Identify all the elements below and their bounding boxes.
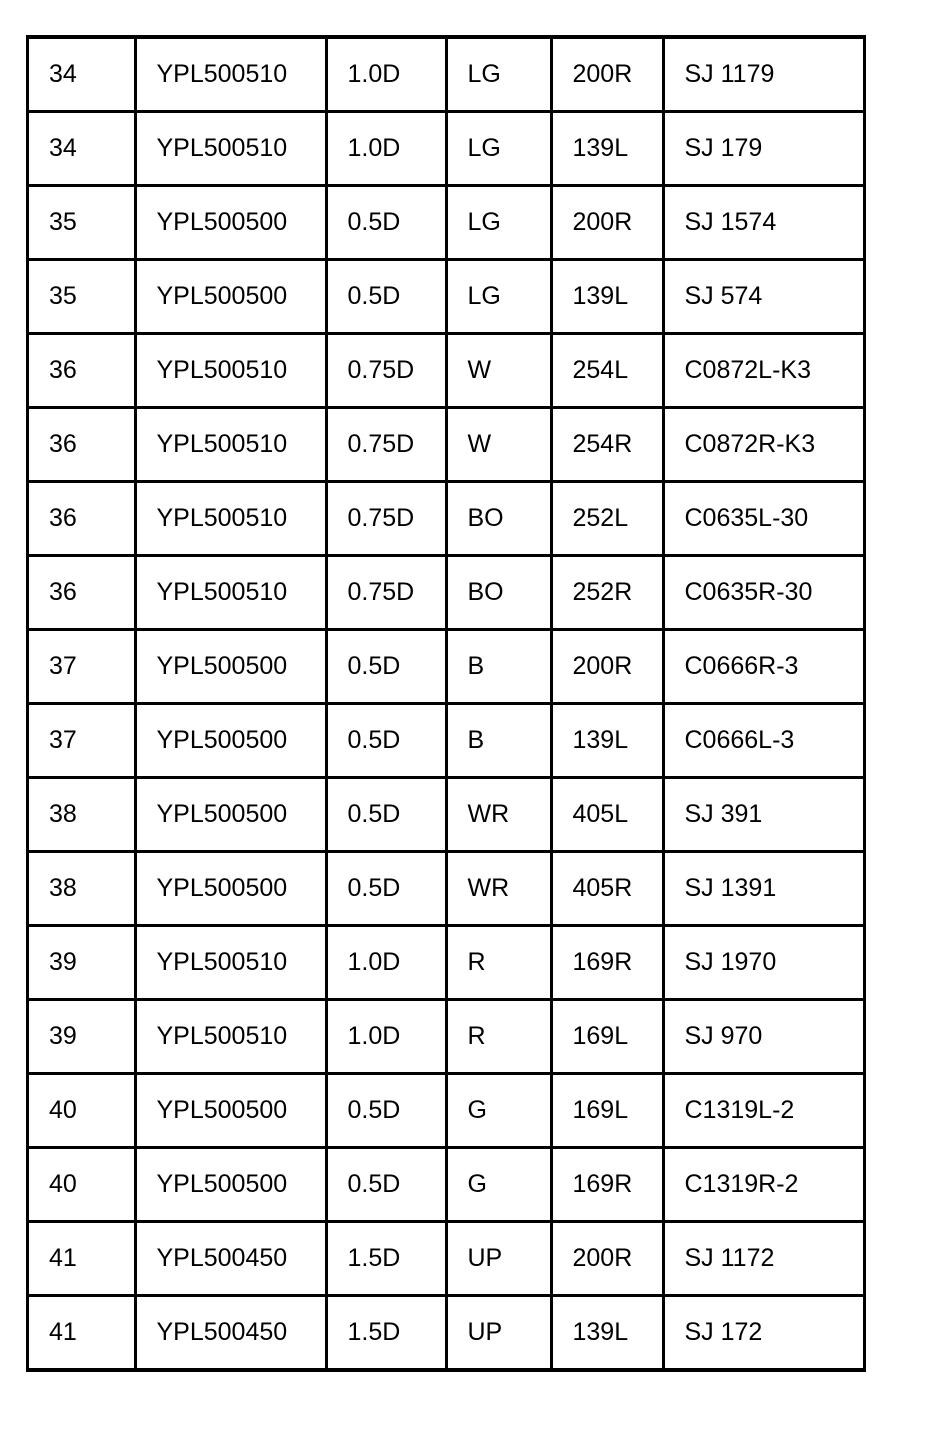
item-number-cell: 36 (29, 334, 135, 408)
item-number-cell: 39 (29, 926, 135, 1000)
diopter-cell: 0.5D (326, 1074, 446, 1148)
color-code-cell: BO (446, 556, 551, 630)
size-side-cell: 200R (551, 37, 663, 112)
reference-code-cell: C0635L-30 (663, 482, 863, 556)
item-number-cell: 37 (29, 630, 135, 704)
part-number-cell: YPL500510 (135, 334, 326, 408)
reference-code-cell: C0872R-K3 (663, 408, 863, 482)
table-row (29, 1074, 863, 1148)
table-body (29, 37, 863, 1370)
diopter-cell: 0.5D (326, 704, 446, 778)
reference-code-cell: C0666R-3 (663, 630, 863, 704)
item-number-cell: 39 (29, 1000, 135, 1074)
reference-code-cell: SJ 970 (663, 1000, 863, 1074)
color-code-cell: LG (446, 112, 551, 186)
item-number-cell: 40 (29, 1148, 135, 1222)
diopter-cell: 1.0D (326, 1000, 446, 1074)
table-row (29, 852, 863, 926)
size-side-cell: 200R (551, 630, 663, 704)
color-code-cell: WR (446, 778, 551, 852)
table-row (29, 37, 863, 112)
reference-code-cell: SJ 391 (663, 778, 863, 852)
size-side-cell: 200R (551, 186, 663, 260)
color-code-cell: B (446, 630, 551, 704)
part-number-cell: YPL500500 (135, 704, 326, 778)
table-row (29, 112, 863, 186)
diopter-cell: 0.75D (326, 408, 446, 482)
table-row (29, 334, 863, 408)
item-number-cell: 41 (29, 1296, 135, 1371)
table-row (29, 1222, 863, 1296)
item-number-cell: 35 (29, 260, 135, 334)
diopter-cell: 1.0D (326, 926, 446, 1000)
reference-code-cell: C1319L-2 (663, 1074, 863, 1148)
table-row (29, 186, 863, 260)
diopter-cell: 0.75D (326, 556, 446, 630)
reference-code-cell: SJ 179 (663, 112, 863, 186)
part-number-cell: YPL500450 (135, 1222, 326, 1296)
table-row (29, 260, 863, 334)
table-row (29, 778, 863, 852)
size-side-cell: 200R (551, 1222, 663, 1296)
color-code-cell: LG (446, 37, 551, 112)
table-row (29, 1000, 863, 1074)
color-code-cell: LG (446, 186, 551, 260)
diopter-cell: 0.5D (326, 1148, 446, 1222)
reference-code-cell: SJ 1574 (663, 186, 863, 260)
diopter-cell: 0.75D (326, 334, 446, 408)
diopter-cell: 0.5D (326, 260, 446, 334)
part-number-cell: YPL500510 (135, 408, 326, 482)
part-number-cell: YPL500510 (135, 556, 326, 630)
color-code-cell: G (446, 1074, 551, 1148)
item-number-cell: 40 (29, 1074, 135, 1148)
color-code-cell: R (446, 1000, 551, 1074)
item-number-cell: 37 (29, 704, 135, 778)
table-row (29, 630, 863, 704)
item-number-cell: 38 (29, 852, 135, 926)
reference-code-cell: SJ 172 (663, 1296, 863, 1371)
color-code-cell: UP (446, 1222, 551, 1296)
item-number-cell: 41 (29, 1222, 135, 1296)
size-side-cell: 139L (551, 112, 663, 186)
table-row (29, 482, 863, 556)
color-code-cell: B (446, 704, 551, 778)
diopter-cell: 1.5D (326, 1222, 446, 1296)
diopter-cell: 1.0D (326, 37, 446, 112)
size-side-cell: 139L (551, 260, 663, 334)
color-code-cell: WR (446, 852, 551, 926)
table-row (29, 1148, 863, 1222)
reference-code-cell: C0872L-K3 (663, 334, 863, 408)
item-number-cell: 36 (29, 482, 135, 556)
item-number-cell: 36 (29, 556, 135, 630)
table-row (29, 1296, 863, 1371)
document-page (26, 35, 866, 1372)
color-code-cell: R (446, 926, 551, 1000)
table-row (29, 926, 863, 1000)
part-number-cell: YPL500450 (135, 1296, 326, 1371)
diopter-cell: 0.5D (326, 630, 446, 704)
item-number-cell: 34 (29, 112, 135, 186)
size-side-cell: 252L (551, 482, 663, 556)
diopter-cell: 0.5D (326, 778, 446, 852)
part-number-cell: YPL500500 (135, 630, 326, 704)
diopter-cell: 0.5D (326, 186, 446, 260)
reference-code-cell: SJ 1179 (663, 37, 863, 112)
part-number-cell: YPL500510 (135, 37, 326, 112)
part-number-cell: YPL500500 (135, 1074, 326, 1148)
reference-code-cell: SJ 1172 (663, 1222, 863, 1296)
part-number-cell: YPL500510 (135, 926, 326, 1000)
data-table (29, 35, 863, 1372)
size-side-cell: 169R (551, 926, 663, 1000)
reference-code-cell: SJ 574 (663, 260, 863, 334)
size-side-cell: 405L (551, 778, 663, 852)
part-number-cell: YPL500500 (135, 778, 326, 852)
size-side-cell: 169L (551, 1000, 663, 1074)
part-number-cell: YPL500500 (135, 260, 326, 334)
table-row (29, 408, 863, 482)
size-side-cell: 405R (551, 852, 663, 926)
item-number-cell: 38 (29, 778, 135, 852)
color-code-cell: G (446, 1148, 551, 1222)
table-row (29, 704, 863, 778)
part-number-cell: YPL500500 (135, 186, 326, 260)
part-number-cell: YPL500510 (135, 1000, 326, 1074)
item-number-cell: 36 (29, 408, 135, 482)
size-side-cell: 252R (551, 556, 663, 630)
color-code-cell: UP (446, 1296, 551, 1371)
item-number-cell: 34 (29, 37, 135, 112)
part-number-cell: YPL500510 (135, 482, 326, 556)
part-number-cell: YPL500500 (135, 852, 326, 926)
item-number-cell: 35 (29, 186, 135, 260)
part-number-cell: YPL500500 (135, 1148, 326, 1222)
diopter-cell: 1.5D (326, 1296, 446, 1371)
size-side-cell: 254L (551, 334, 663, 408)
size-side-cell: 254R (551, 408, 663, 482)
reference-code-cell: C1319R-2 (663, 1148, 863, 1222)
size-side-cell: 139L (551, 704, 663, 778)
color-code-cell: LG (446, 260, 551, 334)
part-number-cell: YPL500510 (135, 112, 326, 186)
diopter-cell: 0.5D (326, 852, 446, 926)
color-code-cell: W (446, 408, 551, 482)
reference-code-cell: C0635R-30 (663, 556, 863, 630)
reference-code-cell: C0666L-3 (663, 704, 863, 778)
reference-code-cell: SJ 1970 (663, 926, 863, 1000)
size-side-cell: 139L (551, 1296, 663, 1371)
size-side-cell: 169L (551, 1074, 663, 1148)
diopter-cell: 1.0D (326, 112, 446, 186)
diopter-cell: 0.75D (326, 482, 446, 556)
color-code-cell: BO (446, 482, 551, 556)
table-row (29, 556, 863, 630)
size-side-cell: 169R (551, 1148, 663, 1222)
reference-code-cell: SJ 1391 (663, 852, 863, 926)
color-code-cell: W (446, 334, 551, 408)
